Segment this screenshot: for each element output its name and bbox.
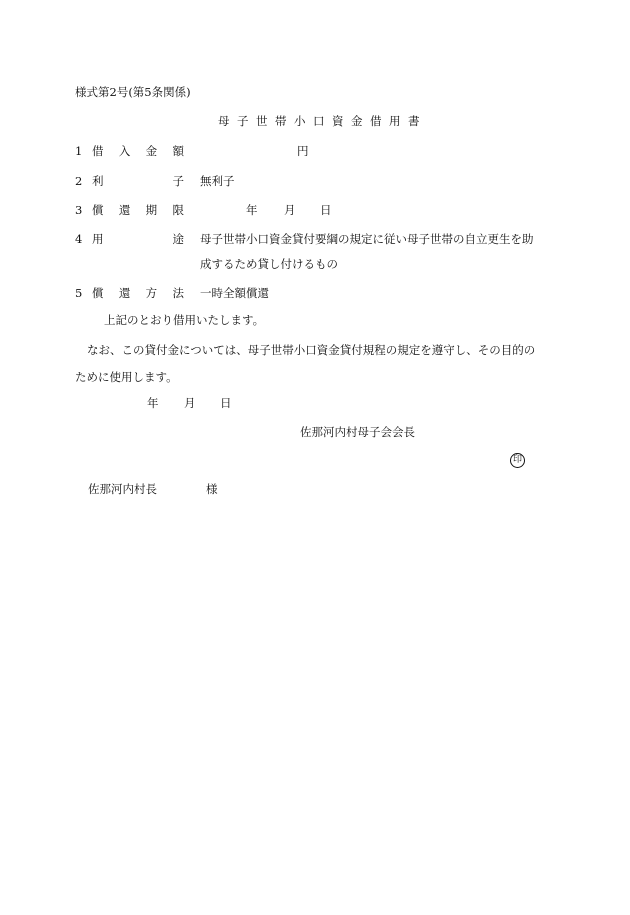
item-label-char: 借: [92, 144, 104, 158]
form-reference: 様式第2号(第5条関係): [75, 85, 191, 99]
amount-unit: 円: [297, 144, 309, 158]
item-number-3: 3: [75, 203, 83, 217]
date-year: 年: [147, 396, 159, 410]
item-label-3: [92, 205, 184, 217]
borrowing-statement: 上記のとおり借用いたします。: [104, 313, 265, 327]
item-label-char: 額: [172, 144, 184, 158]
item-label-char: 利: [92, 174, 104, 188]
item-label-char: 還: [118, 286, 131, 300]
item-number-1: 1: [75, 144, 83, 158]
item-label-char: 限: [172, 203, 184, 217]
item-label-char: 用: [92, 232, 104, 246]
item-label-char: 金: [145, 144, 158, 158]
item-label-2: [92, 176, 184, 188]
item-label-char: 償: [92, 203, 104, 217]
item-label-1: [92, 146, 184, 158]
item-label-char: 方: [145, 286, 158, 300]
item-number-4: 4: [75, 232, 83, 246]
purpose-line-1: 母子世帯小口資金貸付要綱の規定に従い母子世帯の自立更生を助: [200, 232, 534, 246]
date-month: 月: [184, 396, 196, 410]
deadline-month: 月: [284, 203, 296, 217]
item-label-char: 子: [172, 174, 184, 188]
pledge-line-2: ために使用します。: [75, 370, 178, 384]
item-label-char: 途: [172, 232, 184, 246]
borrower-name: 佐那河内村母子会会長: [300, 425, 415, 439]
addressee: 佐那河内村長: [88, 482, 157, 496]
item-number-2: 2: [75, 174, 83, 188]
item-label-char: 法: [172, 286, 184, 300]
item-label-char: 還: [118, 203, 131, 217]
item-label-4: [92, 234, 184, 246]
item-label-char: 償: [92, 286, 104, 300]
item-label-5: [92, 288, 184, 300]
honorific: 様: [206, 482, 218, 496]
purpose-line-2: 成するため貸し付けるもの: [200, 257, 338, 271]
item-label-char: 入: [118, 144, 131, 158]
deadline-year: 年: [246, 203, 258, 217]
seal-mark: 印: [510, 453, 525, 468]
deadline-day: 日: [320, 203, 332, 217]
date-day: 日: [220, 396, 232, 410]
item-number-5: 5: [75, 286, 83, 300]
item-label-char: 期: [145, 203, 158, 217]
interest-value: 無利子: [200, 174, 235, 188]
repayment-method: 一時全額償還: [200, 286, 269, 300]
pledge-line-1: なお、この貸付金については、母子世帯小口資金貸付規程の規定を遵守し、その目的の: [87, 343, 536, 357]
document-title: 母子世帯小口資金借用書: [218, 114, 427, 128]
